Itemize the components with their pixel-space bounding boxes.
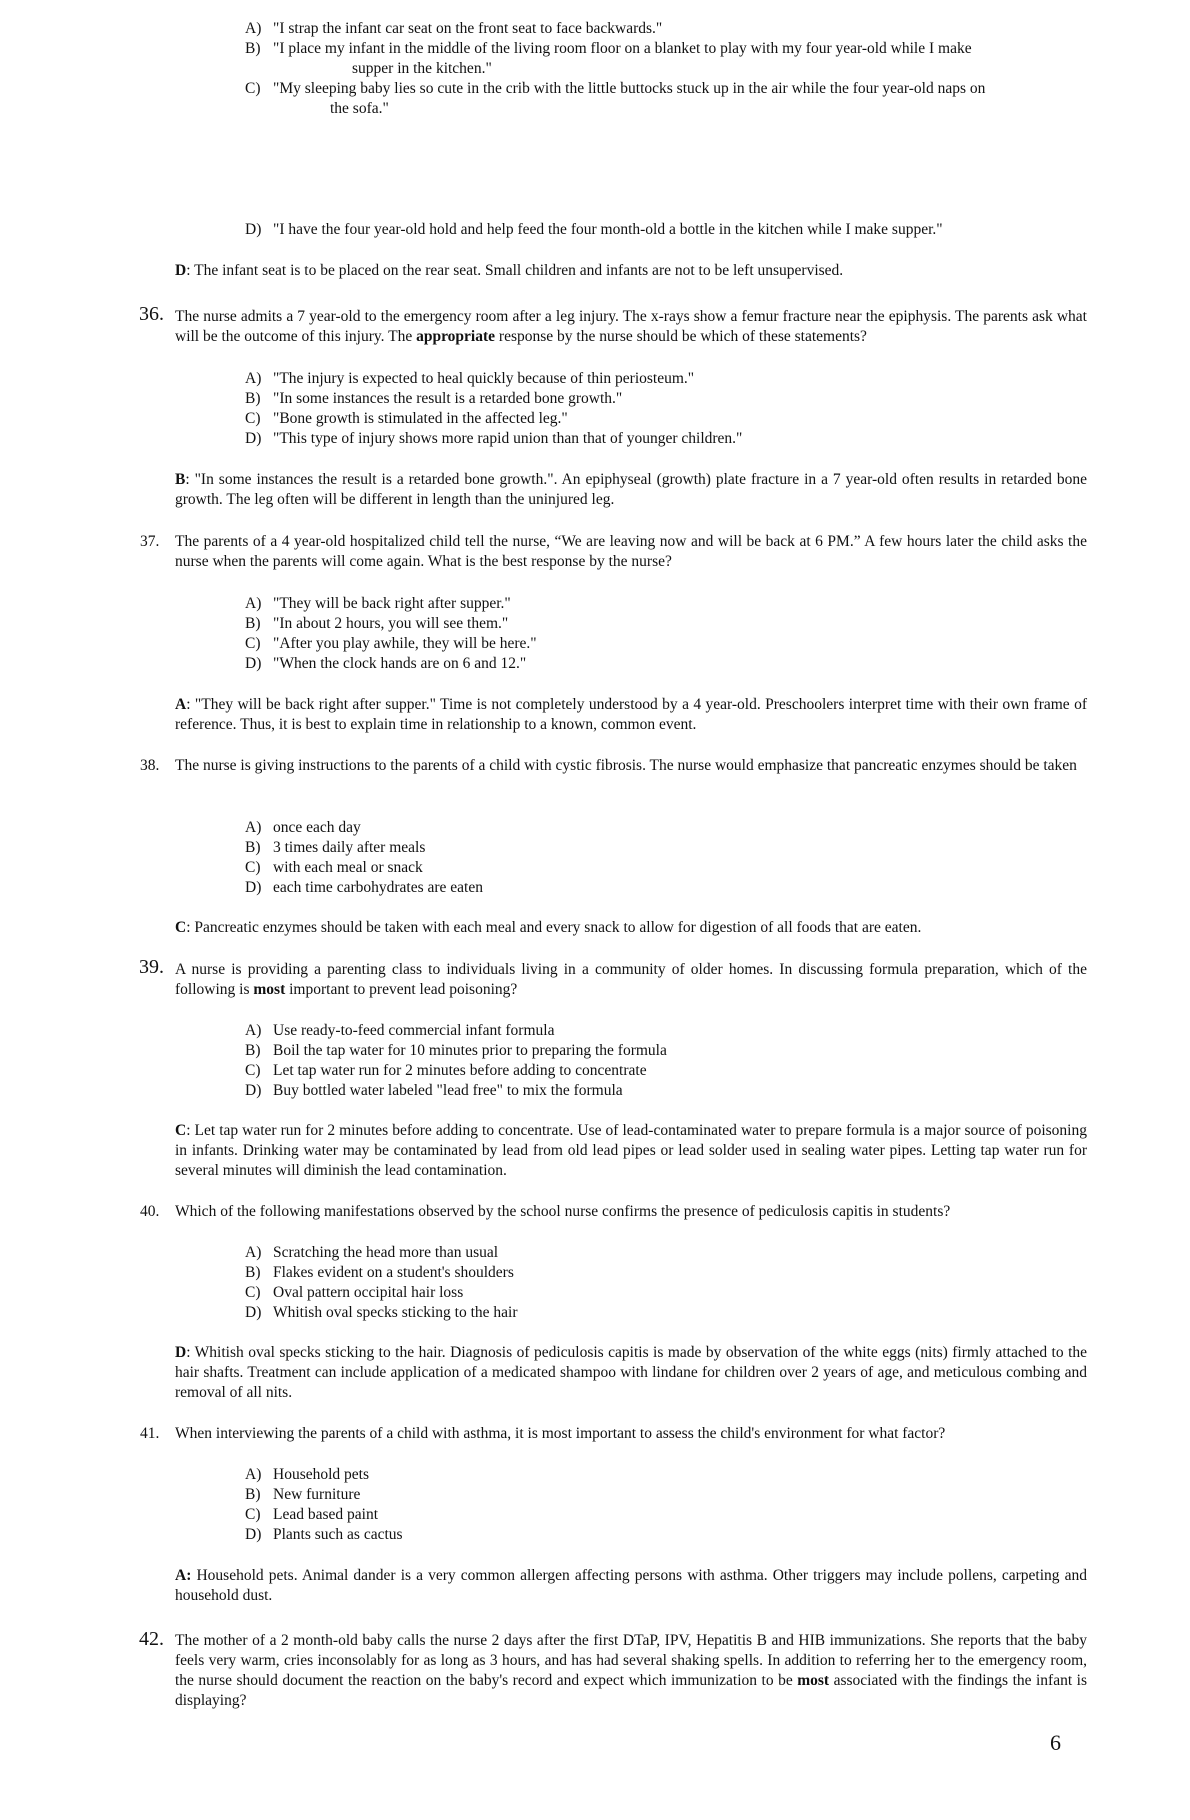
q36-answer: B: "In some instances the result is a retarded bone growth.". An epiphyseal (growth) plate fracture in a 7 year-old often results in retarded bone growth. The leg often will be different in length than the uninjured leg.: [175, 471, 1087, 508]
q38-number: 38.: [140, 757, 160, 774]
q36-option-b: B) "In some instances the result is a retarded bone growth.": [245, 390, 623, 407]
q37-option-a: A) "They will be back right after supper.": [245, 595, 511, 612]
q41-option-c: C) Lead based paint: [245, 1506, 379, 1523]
q37-number: 37.: [140, 533, 160, 550]
q40-number: 40.: [140, 1203, 160, 1220]
q35-option-b-cont: supper in the kitchen.": [352, 60, 492, 77]
q41-text: When interviewing the parents of a child with asthma, it is most important to assess the child's environment for what factor?: [175, 1425, 946, 1442]
q42-number: 42.: [139, 1628, 164, 1650]
q40-option-b: B) Flakes evident on a student's shoulders: [245, 1264, 514, 1281]
q36-number: 36.: [139, 303, 164, 325]
q40-option-d: D) Whitish oval specks sticking to the hair: [245, 1304, 518, 1321]
q39-answer: C: Let tap water run for 2 minutes before adding to concentrate. Use of lead-contaminated water to prepare formula is a major source of poisoning in infants. Drinking water may be contaminated by lead from old lead pipes or lead solder used in sealing water pipes. Letting tap water run for several minutes will diminish the lead contamination.: [175, 1122, 1087, 1179]
q35-option-b: B) "I place my infant in the middle of the living room floor on a blanket to play with my four year-old while I make: [245, 40, 972, 57]
q36-option-a: A) "The injury is expected to heal quickly because of thin periosteum.": [245, 370, 695, 387]
q35-option-d: D) "I have the four year-old hold and help feed the four month-old a bottle in the kitchen while I make supper.": [245, 221, 943, 238]
q41-option-d: D) Plants such as cactus: [245, 1526, 403, 1543]
q41-answer: A: Household pets. Animal dander is a very common allergen affecting persons with asthma. Other triggers may include pollens, carpeting and household dust.: [175, 1567, 1087, 1604]
q41-number: 41.: [140, 1425, 160, 1442]
q36-option-c: C) "Bone growth is stimulated in the affected leg.": [245, 410, 568, 427]
q40-option-a: A) Scratching the head more than usual: [245, 1244, 499, 1261]
q38-option-d: D) each time carbohydrates are eaten: [245, 879, 483, 896]
q37-option-b: B) "In about 2 hours, you will see them.": [245, 615, 509, 632]
q41-option-a: A) Household pets: [245, 1466, 370, 1483]
q35-option-c-cont: the sofa.": [330, 100, 389, 117]
q41-option-b: B) New furniture: [245, 1486, 361, 1503]
q39-number: 39.: [139, 956, 164, 978]
q37-option-c: C) "After you play awhile, they will be here.": [245, 635, 537, 652]
q37-answer: A: "They will be back right after supper." Time is not completely understood by a 4 year-old. Preschoolers interpret time with their own frame of reference. Thus, it is best to explain time in relationship to a known, common event.: [175, 696, 1087, 733]
q38-option-a: A) once each day: [245, 819, 361, 836]
q39-option-d: D) Buy bottled water labeled "lead free" to mix the formula: [245, 1082, 623, 1099]
q39-text: A nurse is providing a parenting class to individuals living in a community of older homes. In discussing formula preparation, which of the following is most important to prevent lead poisoning?: [175, 961, 1087, 998]
q39-option-c: C) Let tap water run for 2 minutes before adding to concentrate: [245, 1062, 647, 1079]
q35-option-a: A) "I strap the infant car seat on the front seat to face backwards.": [245, 20, 663, 37]
q36-option-d: D) "This type of injury shows more rapid union than that of younger children.": [245, 430, 743, 447]
page-number: 6: [1050, 1730, 1061, 1755]
q38-text: The nurse is giving instructions to the parents of a child with cystic fibrosis. The nurse would emphasize that pancreatic enzymes should be taken: [175, 757, 1077, 774]
q35-answer: D: The infant seat is to be placed on the rear seat. Small children and infants are not to be left unsupervised.: [175, 262, 844, 279]
q37-option-d: D) "When the clock hands are on 6 and 12.": [245, 655, 527, 672]
q40-option-c: C) Oval pattern occipital hair loss: [245, 1284, 464, 1301]
q36-text: The nurse admits a 7 year-old to the emergency room after a leg injury. The x-rays show a femur fracture near the epiphysis. The parents ask what will be the outcome of this injury. The appropriate response by the nurse should be which of these statements?: [175, 308, 1087, 345]
q40-answer: D: Whitish oval specks sticking to the hair. Diagnosis of pediculosis capitis is made by observation of the white eggs (nits) firmly attached to the hair shafts. Treatment can include application of a medicated shampoo with lindane for children over 2 years of age, and meticulous combing and removal of all nits.: [175, 1344, 1087, 1401]
q38-option-c: C) with each meal or snack: [245, 859, 423, 876]
q38-answer: C: Pancreatic enzymes should be taken with each meal and every snack to allow for digestion of all foods that are eaten.: [175, 919, 922, 936]
q39-option-b: B) Boil the tap water for 10 minutes prior to preparing the formula: [245, 1042, 667, 1059]
q39-option-a: A) Use ready-to-feed commercial infant formula: [245, 1022, 555, 1039]
q42-text: The mother of a 2 month-old baby calls the nurse 2 days after the first DTaP, IPV, Hepatitis B and HIB immunizations. She reports that the baby feels very warm, cries inconsolably for as long as 3 hours, and has had several shaking spells. In addition to referring her to the emergency room, the nurse should document the reaction on the baby's record and expect which immunization to be most associated with the findings the infant is displaying?: [175, 1632, 1087, 1709]
q35-option-c: C) "My sleeping baby lies so cute in the crib with the little buttocks stuck up in the air while the four year-old naps on: [245, 80, 986, 97]
q40-text: Which of the following manifestations observed by the school nurse confirms the presence of pediculosis capitis in students?: [175, 1203, 951, 1220]
q38-option-b: B) 3 times daily after meals: [245, 839, 426, 856]
q37-text: The parents of a 4 year-old hospitalized child tell the nurse, “We are leaving now and will be back at 6 PM.” A few hours later the child asks the nurse when the parents will come again. What is the best response by the nurse?: [175, 533, 1087, 570]
